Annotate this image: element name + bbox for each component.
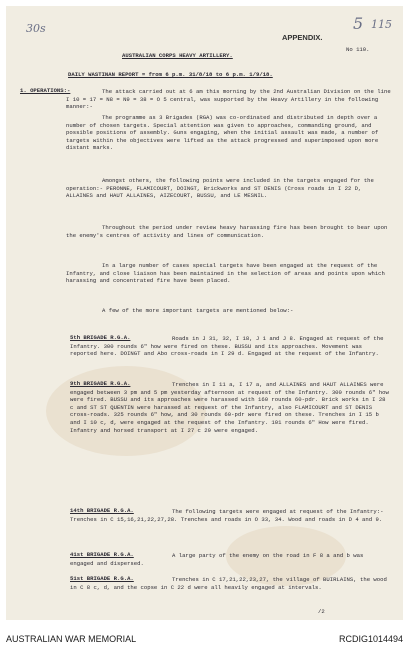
operations-para-5: In a large number of cases special targets have been engaged at the request of the Infantry, and close liaison has been maintained in the selection of areas and points upon which harassing and concentrated fire have been placed. <box>66 262 385 285</box>
margin-note: 30s <box>26 22 46 35</box>
page-continuation: /2 <box>318 608 325 615</box>
organisation-title: AUSTRALIAN CORPS HEAVY ARTILLERY. <box>122 52 233 59</box>
brigade-text: Trenches in C 17,21,22,23,27, the village of BUIRLAINS, the wood in C 8 c, d, and the copse in C 22 d were all heavily engaged at intervals. <box>70 576 387 591</box>
operations-para-6: A few of the more important targets are mentioned below:- <box>102 307 294 314</box>
report-title: DAILY WASTINAN REPORT = from 6 p.m. 31/8/18 to 6 p.m. 1/9/18. <box>68 71 273 78</box>
brigade-text: Roads in J 31, 32, I 18, J 1 and J 8. Engaged at request of the Infantry. 300 rounds 6" how were fired on these. BUSSU and its approaches. Movement was reported here. DOINGT and Abo cross-roads in I 29 d. Engaged at the request of the Infantry. <box>70 335 384 358</box>
report-number: No 110. <box>346 46 370 53</box>
document-page <box>6 6 403 620</box>
brigade-name: 41st BRIGADE R.G.A. <box>70 551 134 558</box>
appendix-label: APPENDIX. <box>282 33 323 42</box>
brigade-name: 51st BRIGADE R.G.A. <box>70 575 134 582</box>
folio-alt: 115 <box>371 18 392 31</box>
footer-record-id: RCDIG1014494 <box>338 634 403 644</box>
section-heading: 1. OPERATIONS:- <box>20 87 71 94</box>
operations-para-2: The programme as 3 Brigades (RGA) was co-ordinated and distributed in depth over a number of chosen targets. Special attention was given to approaches, commanding ground, and possible positions of assembly. Guns engaging, when the initial assault was made, a number of targets within the objectives were lifted as the attack progressed and superimposed upon more distant marks. <box>66 114 379 152</box>
operations-para-3: Amongst others, the following points were included in the targets engaged for the operation:- PERONNE, FLAMICOURT, DOINGT, Brickworks and ST DENIS (Cross roads in I 22 D, ALLAINES and HAUT ALLAINES, AIZECOURT, BUSSU, and LE MESNIL. <box>66 177 374 200</box>
brigade-name: 5th BRIGADE R.G.A. <box>70 334 131 341</box>
brigade-name: 14th BRIGADE R.G.A. <box>70 507 134 514</box>
brigade-text: A large party of the enemy on the road in F 8 a and b was engaged and dispersed. <box>70 552 364 567</box>
operations-para-1: The attack carried out at 6 am this morning by the 2nd Australian Division on the line I 10 = 17 = N8 = N9 = 38 = O 5 central, was supported by the Heavy Artillery in the following manner:- <box>66 88 391 111</box>
brigade-name: 9th BRIGADE R.G.A. <box>70 380 131 387</box>
brigade-text: The following targets were engaged at request of the Infantry:- Trenches in C 15,16,21,22,27,28. Trenches and roads in O 33, 34. Wood and roads in D 4 and 9. <box>70 508 384 523</box>
operations-para-4: Throughout the period under review heavy harassing fire has been brought to bear upon the enemy's centres of activity and lines of communication. <box>66 224 388 239</box>
footer-institution: AUSTRALIAN WAR MEMORIAL <box>6 634 137 644</box>
folio-number: 5 <box>353 14 364 33</box>
brigade-text: Trenches in I 11 a, I 17 a, and ALLAINES and HAUT ALLAINES were engaged between 3 pm and 5 pm yesterday afternoon at request of the Infantry. 300 rounds 6" how were fired. BUSSU and its approaches were harassed with 160 rounds 60-pdr. Brick works in I 28 c and ST ST QUENTIN were harassed at request of the Infantry, also FLAMICOURT and ST DENIS cross-roads. 325 rounds 6" how, and 30 rounds 60-pdr were fired on these. Trenches in I 15 b and I 10 c, d, were engaged at the request of the Infantry. 101 rounds 6" How were fired. Infantry and horsed transport at I 27 c 29 were engaged. <box>70 381 389 434</box>
